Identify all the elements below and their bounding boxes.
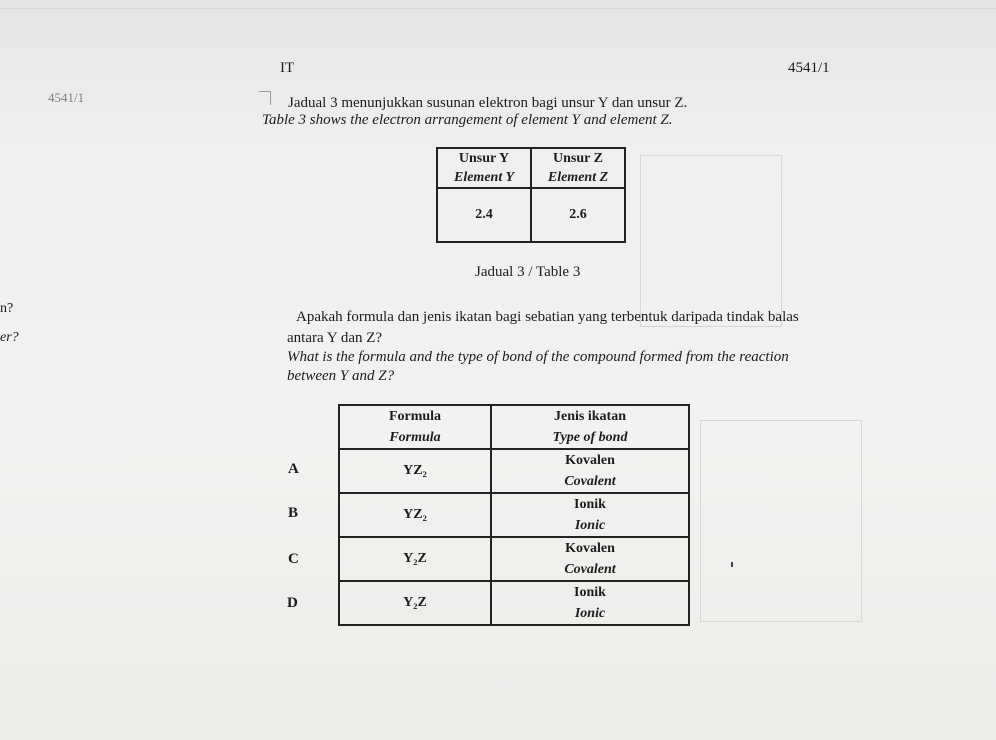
options-table <box>338 404 690 626</box>
option-letter-d[interactable]: D <box>287 595 298 611</box>
option-row-c[interactable] <box>339 537 689 581</box>
option-bond: Ionik Ionic <box>491 493 689 537</box>
question-english-2: between Y and Z? <box>287 368 395 384</box>
options-header-formula: Formula Formula <box>339 405 491 449</box>
header-paper-code-back: 4541/1 <box>48 90 85 105</box>
table3-value-z: 2.6 <box>531 188 625 242</box>
question-malay-1: Apakah formula dan jenis ikatan bagi sebatian yang terbentuk daripada tindak balas <box>296 309 799 325</box>
page-corner-mark <box>259 91 271 105</box>
edge-text-1: n? <box>0 301 14 316</box>
option-bond: Kovalen Covalent <box>491 449 689 493</box>
table3-header-z: Unsur Z Element Z <box>531 148 625 188</box>
option-row-a[interactable] <box>339 449 689 493</box>
option-row-d[interactable] <box>339 581 689 625</box>
option-row-b[interactable] <box>339 493 689 537</box>
option-bond: Ionik Ionic <box>491 581 689 625</box>
option-formula: Y₂Z <box>339 581 491 625</box>
edge-text-2: er? <box>0 330 19 345</box>
table-3 <box>436 147 626 243</box>
intro-english: Table 3 shows the electron arrangement of element Y and element Z. <box>262 112 673 128</box>
table3-value-y: 2.4 <box>437 188 531 242</box>
page-edge <box>0 8 996 9</box>
pen-mark <box>731 562 733 567</box>
bleed-through-box <box>640 155 782 327</box>
header-paper-code: 4541/1 <box>788 60 830 76</box>
option-formula: YZ₂ <box>339 493 491 537</box>
options-header-bond: Jenis ikatan Type of bond <box>491 405 689 449</box>
intro-malay: Jadual 3 menunjukkan susunan elektron bagi unsur Y dan unsur Z. <box>288 95 688 111</box>
question-english-1: What is the formula and the type of bond of the compound formed from the reaction <box>287 349 789 365</box>
bleed-through-box <box>700 420 862 622</box>
option-formula: YZ₂ <box>339 449 491 493</box>
option-letter-b[interactable]: B <box>288 505 299 521</box>
table3-header-y: Unsur Y Element Y <box>437 148 531 188</box>
option-formula: Y₂Z <box>339 537 491 581</box>
question-malay-2: antara Y dan Z? <box>287 330 383 346</box>
header-subject: IT <box>280 60 295 76</box>
option-bond: Kovalen Covalent <box>491 537 689 581</box>
option-letter-a[interactable]: A <box>288 461 299 477</box>
option-letter-c[interactable]: C <box>288 551 299 567</box>
table3-caption: Jadual 3 / Table 3 <box>475 264 581 280</box>
